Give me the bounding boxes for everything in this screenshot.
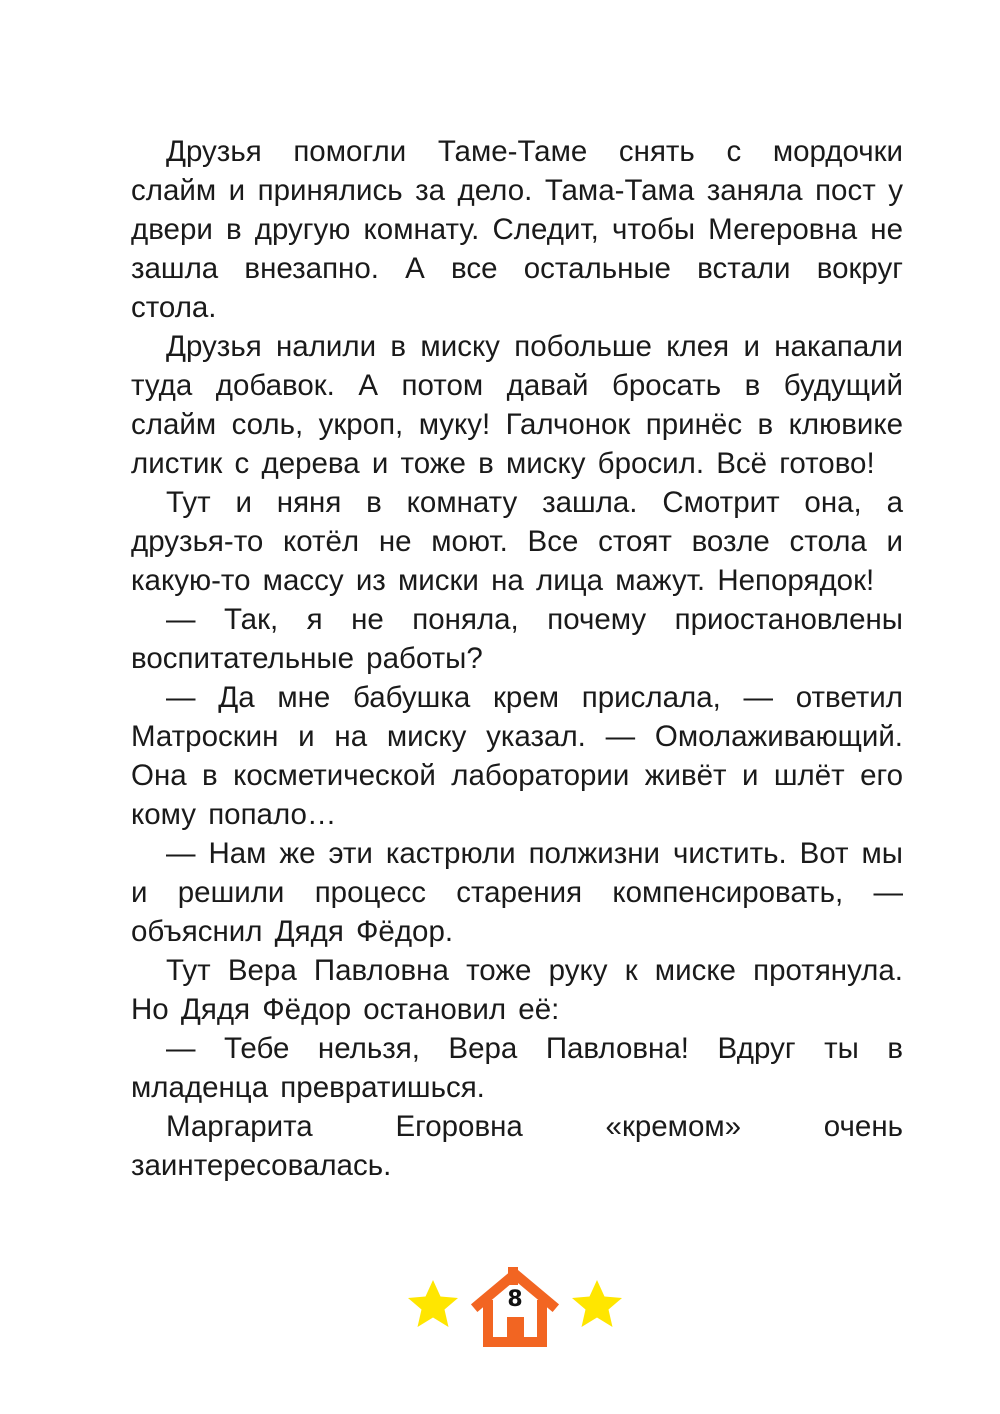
paragraph: Тут и няня в комнату зашла. Смотрит она, а друзья-то котёл не моют. Все стоят возле стола и какую-то массу из миски на лица мажут. Непорядок! [131, 486, 903, 597]
page-footer [400, 1262, 630, 1352]
star-icon [572, 1280, 622, 1327]
paragraph: — Да мне бабушка крем прислала, — ответил Матроскин и на миску указал. — Омолаживающий. Она в косметической лаборатории живёт и шлёт его кому попало… [131, 681, 903, 831]
paragraph: Друзья помогли Таме-Таме снять с мордочки слайм и принялись за дело. Тама-Тама заняла пост у двери в другую комнату. Следит, чтобы Мегеровна не зашла внезапно. А все остальные встали вокруг стола. [131, 135, 903, 324]
paragraph: — Тебе нельзя, Вера Павловна! Вдруг ты в младенца превратишься. [131, 1032, 903, 1104]
paragraph: — Нам же эти кастрюли полжизни чистить. Вот мы и решили процесс старения компенсировать, — объяснил Дядя Фёдор. [131, 837, 903, 948]
paragraph: Друзья налили в миску побольше клея и накапали туда добавок. А потом давай бросать в будущий слайм соль, укроп, муку! Галчонок принёс в клювике листик с дерева и тоже в миску бросил. Всё готово! [131, 330, 903, 480]
body-text [131, 132, 903, 1185]
paragraph: Тут Вера Павловна тоже руку к миске протянула. Но Дядя Фёдор остановил её: [131, 954, 903, 1026]
page-number: 8 [507, 1287, 523, 1312]
paragraph: — Так, я не поняла, почему приостановлены воспитательные работы? [131, 603, 903, 675]
paragraph: Маргарита Егоровна «кремом» очень заинтересовалась. [131, 1110, 903, 1182]
star-icon [408, 1280, 458, 1327]
